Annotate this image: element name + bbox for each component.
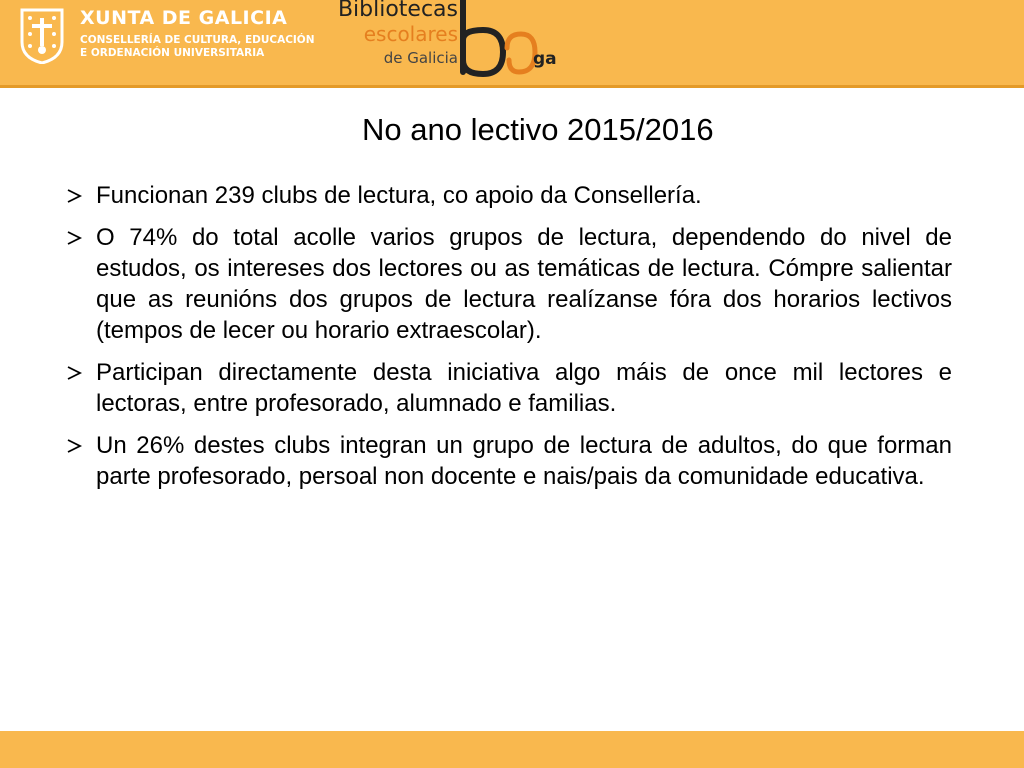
org-name: XUNTA DE GALICIA [80,7,288,29]
bullet-item [66,222,952,346]
bga-logo-icon [455,0,565,82]
bullet-item [66,430,952,492]
org-subtitle-line-2: E ORDENACIÓN UNIVERSITARIA [80,47,265,59]
bullet-item [66,357,952,419]
arrow-bullet-icon [66,366,84,380]
org-subtitle-line-1: CONSELLERÍA DE CULTURA, EDUCACIÓN [80,34,315,46]
org-subtitle [80,34,315,60]
header-bar [0,0,1024,88]
bullet-text: Un 26% destes clubs integran un grupo de lectura de adultos, do que forman parte profesorado, persoal non docente e nais/pais da comunidade educativa. [96,432,952,490]
brand-line-3: de Galicia [383,49,458,67]
brand-line-2: escolares [363,22,458,46]
brand-mark-text: ga [533,49,557,69]
arrow-bullet-icon [66,231,84,245]
arrow-bullet-icon [66,439,84,453]
bullet-item [66,180,952,211]
bullet-text: Funcionan 239 clubs de lectura, co apoio da Consellería. [96,182,702,209]
brand-wordmark [318,0,458,68]
bullet-text: O 74% do total acolle varios grupos de lectura, dependendo do nivel de estudos, os intereses dos lectores ou as temáticas de lectura. Cómpre salientar que as reunións dos grupos de lectura realízanse fóra dos horarios lectivos (tempos de lecer ou horario extraescolar). [96,224,952,344]
bullet-list [66,180,952,503]
brand-line-1: Bibliotecas [337,0,458,22]
slide-title: No ano lectivo 2015/2016 [362,112,714,147]
bullet-text: Participan directamente desta iniciativa algo máis de once mil lectores e lectoras, entre profesorado, alumnado e familias. [96,359,952,417]
footer-bar [0,731,1024,768]
arrow-bullet-icon [66,189,84,203]
xunta-coat-of-arms-icon [20,8,64,64]
